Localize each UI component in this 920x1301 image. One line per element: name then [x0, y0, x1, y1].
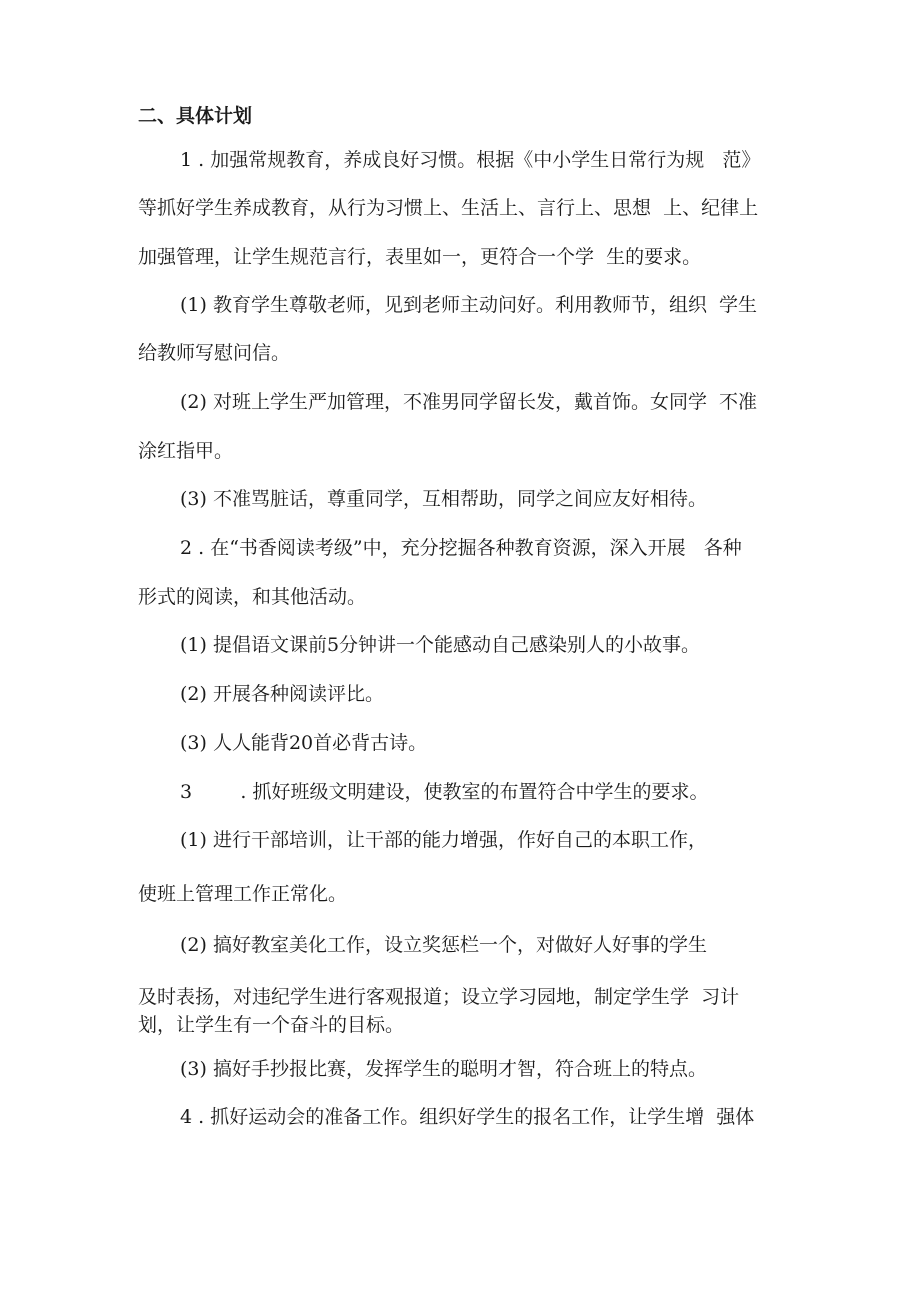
paragraph-line: (1) 教育学生尊敬老师，见到老师主动问好。利用教师节，组织 学生	[180, 294, 758, 316]
paragraph-line: (3) 搞好手抄报比赛，发挥学生的聪明才智，符合班上的特点。	[180, 1058, 707, 1080]
paragraph-line: 2 . 在“书香阅读考级”中，充分挖掘各种教育资源，深入开展 各种	[180, 537, 742, 559]
paragraph-line: 形式的阅读，和其他活动。	[138, 586, 367, 608]
paragraph-line: 1 . 加强常规教育，养成良好习惯。根据《中小学生日常行为规 范》	[180, 149, 761, 171]
paragraph-line: (2) 开展各种阅读评比。	[180, 683, 384, 705]
paragraph-line: 涂红指甲。	[138, 440, 234, 462]
paragraph-line: (1) 进行干部培训，让干部的能力增强，作好自己的本职工作，	[180, 829, 707, 851]
paragraph-line: 使班上管理工作正常化。	[138, 883, 348, 905]
paragraph-line: 4 . 抓好运动会的准备工作。组织好学生的报名工作，让学生增 强体	[180, 1106, 755, 1128]
paragraph-line: 加强管理，让学生规范言行，表里如一，更符合一个学 生的要求。	[138, 246, 702, 268]
paragraph-line: 3 . 抓好班级文明建设，使教室的布置符合中学生的要求。	[180, 781, 709, 803]
paragraph-line: (3) 不准骂脏话，尊重同学，互相帮助，同学之间应友好相待。	[180, 488, 707, 510]
paragraph-line: (1) 提倡语文课前5分钟讲一个能感动自己感染别人的小故事。	[180, 634, 701, 656]
paragraph-line: (2) 对班上学生严加管理，不准男同学留长发，戴首饰。女同学 不准	[180, 391, 758, 413]
paragraph-line: 等抓好学生养成教育，从行为习惯上、生活上、言行上、思想 上、纪律上	[138, 197, 759, 219]
paragraph-line: (3) 人人能背20首必背古诗。	[180, 732, 428, 754]
paragraph-line: (2) 搞好教室美化工作，设立奖惩栏一个，对做好人好事的学生	[180, 934, 707, 956]
section-heading: 二、具体计划	[138, 105, 253, 127]
paragraph-line: 划，让学生有一个奋斗的目标。	[138, 1014, 405, 1036]
paragraph-line: 给教师写慰问信。	[138, 342, 291, 364]
paragraph-line: 及时表扬，对违纪学生进行客观报道；设立学习园地，制定学生学 习计	[138, 986, 740, 1008]
